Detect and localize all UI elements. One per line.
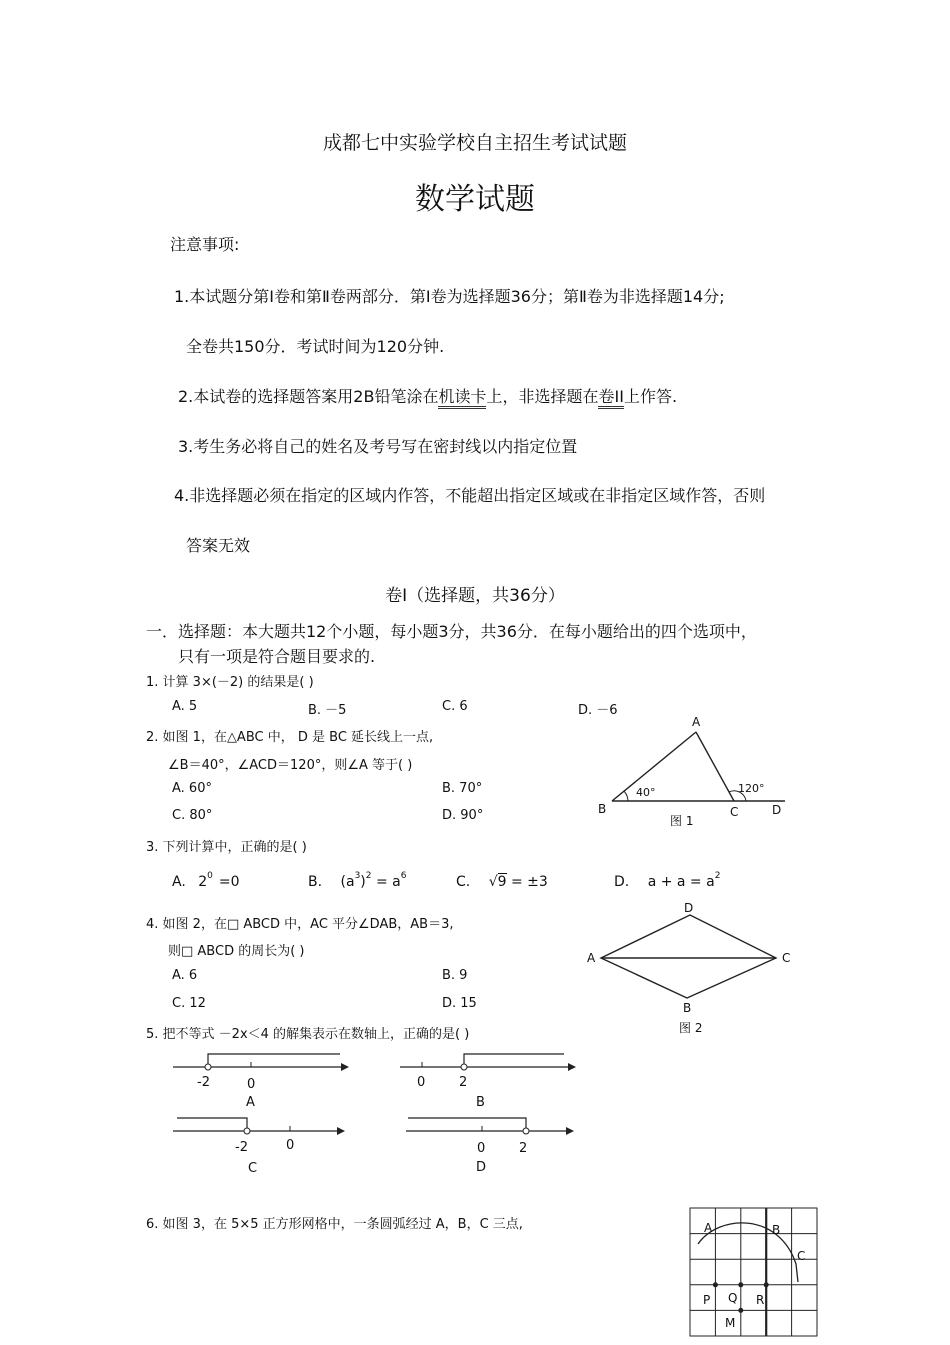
note-1-part-a: 1.本试题分第Ⅰ卷和第Ⅱ卷两部分．第Ⅰ卷为选择题 (174, 287, 511, 306)
solution-ray (177, 1118, 247, 1131)
q3-option-c (456, 874, 548, 890)
answer-card-term: 机读卡 (438, 387, 486, 409)
option-letter: A (246, 1095, 255, 1110)
arrow-icon (337, 1127, 345, 1135)
q1-option-b: B. －5 (308, 703, 347, 718)
q3-b-close: ) (360, 874, 366, 890)
q2-option-c: C. 80° (172, 808, 213, 823)
q3-b-open: (a (340, 874, 355, 890)
fig2-label-b: B (683, 1001, 692, 1015)
q3-a-rest: =0 (218, 874, 240, 890)
q3-b-exp1: 3 (354, 871, 361, 881)
q4-option-d: D. 15 (442, 996, 477, 1011)
section-title: 卷Ⅰ（选择题，共36分） (385, 586, 565, 606)
fig1-angle-b-value: 40° (636, 786, 656, 799)
arrow-icon (341, 1063, 349, 1071)
solution-ray (208, 1054, 340, 1067)
q4-option-b: B. 9 (442, 968, 468, 983)
open-point (205, 1064, 211, 1070)
option-letter: C (248, 1161, 258, 1176)
q3-b-eq: = a (371, 874, 401, 890)
q3-c-radicand: 9 (497, 874, 507, 890)
subject-title: 数学试题 (415, 182, 535, 217)
q6-stem: 6. 如图 3，在 5×5 正方形网格中，一条圆弧经过 A，B，C 三点, (146, 1217, 523, 1232)
q3-a-label: A. (172, 874, 186, 890)
number-line-b (392, 1048, 577, 1113)
q3-option-a (172, 871, 240, 890)
q5-stem: 5. 把不等式 －2x＜4 的解集表示在数轴上，正确的是( ) (146, 1027, 470, 1042)
line-ac (696, 732, 734, 801)
fig1-label-b: B (598, 802, 607, 816)
q3-b-label: B. (308, 874, 323, 890)
figure-3-grid (684, 1204, 824, 1340)
open-point (461, 1064, 467, 1070)
q3-c-rest: = ±3 (506, 874, 548, 890)
note-1-line2: 全卷共150分．考试时间为120分钟. (186, 337, 445, 356)
note-2-part-d: 上，非选择题在 (486, 387, 599, 406)
fig2-label-a: A (587, 951, 596, 965)
q2-stem-line1: 2. 如图 1，在△ABC 中， D 是 BC 延长线上一点, (146, 730, 434, 745)
arrow-icon (566, 1127, 574, 1135)
q1-option-d: D. －6 (578, 703, 618, 718)
q3-a-exponent: 0 (207, 871, 213, 881)
fig3-label-p: P (703, 1293, 711, 1307)
q3-c-label: C. (456, 874, 471, 890)
note-2-part-b: 2B铅笔涂在 (353, 387, 439, 406)
tick-label: 2 (519, 1141, 528, 1156)
point-q (738, 1282, 743, 1287)
note-2 (178, 384, 677, 407)
tick-label: 0 (417, 1075, 426, 1090)
tick-label: 0 (477, 1141, 486, 1156)
solution-ray (408, 1118, 526, 1131)
fig3-label-m: M (725, 1316, 736, 1330)
tick-label: 0 (286, 1138, 295, 1153)
fig2-label-d: D (684, 901, 694, 915)
q3-d-expr: a + a = a (647, 874, 715, 890)
q4-option-c: C. 12 (172, 996, 206, 1011)
parallelogram-abcd (601, 915, 776, 998)
q4-stem-line2: 则□ ABCD 的周长为( ) (168, 944, 305, 959)
fig3-label-c: C (797, 1249, 806, 1263)
figure-1-triangle (590, 712, 790, 832)
q3-a-base: 2 (198, 874, 208, 890)
angle-b-arc (624, 791, 628, 801)
q3-b-exp2: 2 (365, 871, 372, 881)
notes-heading: 注意事项: (170, 235, 240, 254)
point-r (764, 1282, 769, 1287)
q2-option-d: D. 90° (442, 808, 484, 823)
tick-label: -2 (235, 1140, 248, 1155)
note-1-part-b: 36分；第Ⅱ卷为非选择题 (510, 287, 683, 306)
fig3-label-r: R (756, 1293, 765, 1307)
solution-ray (464, 1054, 564, 1067)
q3-option-b (308, 871, 407, 890)
q3-stem: 3. 下列计算中，正确的是( ) (146, 840, 307, 855)
note-1-part-c: 14分; (682, 287, 725, 306)
fig2-label-c: C (782, 951, 791, 965)
fig1-caption: 图 1 (670, 814, 694, 828)
number-line-c (165, 1112, 350, 1178)
fig1-label-a: A (692, 715, 701, 729)
q4-option-a: A. 6 (172, 968, 198, 983)
q3-b-exp3: 6 (400, 871, 407, 881)
note-3: 3.考生务必将自己的姓名及考号写在密封线以内指定位置 (178, 437, 578, 456)
note-1 (174, 284, 725, 307)
option-letter: B (476, 1095, 485, 1110)
section-intro-line2: 只有一项是符合题目要求的. (178, 647, 376, 666)
open-point (244, 1128, 250, 1134)
arrow-icon (568, 1063, 576, 1071)
option-letter: D (476, 1160, 487, 1175)
section-intro-line1: 一．选择题：本大题共12个小题，每小题3分，共36分．在每小题给出的四个选项中， (146, 622, 757, 641)
note-4-line2: 答案无效 (186, 536, 251, 555)
fig1-angle-c-value: 120° (738, 782, 765, 795)
point-p (713, 1282, 718, 1287)
note-2-part-f: 上作答. (623, 387, 678, 406)
paper-ii-term: 卷II (598, 387, 623, 409)
point-m (738, 1308, 743, 1313)
q3-d-exponent: 2 (714, 871, 721, 881)
number-line-d (398, 1112, 583, 1178)
circle-arc (698, 1223, 798, 1282)
fig3-label-b: B (772, 1223, 781, 1237)
figure-2-parallelogram (580, 898, 800, 1038)
exam-school-title: 成都七中实验学校自主招生考试试题 (322, 132, 627, 154)
fig1-label-d: D (772, 803, 782, 817)
tick-label: 0 (247, 1077, 256, 1092)
tick-label: -2 (197, 1075, 210, 1090)
fig1-label-c: C (730, 805, 739, 819)
note-2-part-a: 2.本试卷的选择题答案用 (178, 387, 354, 406)
tick-label: 2 (459, 1075, 468, 1090)
fig3-label-q: Q (728, 1291, 738, 1305)
q3-option-d (614, 871, 721, 890)
q3-d-label: D. (614, 874, 630, 890)
note-4-line1: 4.非选择题必须在指定的区域内作答，不能超出指定区域或在非指定区域作答，否则 (174, 486, 766, 505)
q1-option-a: A. 5 (172, 699, 198, 714)
open-point (523, 1128, 529, 1134)
q1-option-c: C. 6 (442, 699, 468, 714)
q2-option-b: B. 70° (442, 781, 483, 796)
q2-option-a: A. 60° (172, 781, 212, 796)
fig3-label-a: A (704, 1221, 713, 1235)
q4-stem-line1: 4. 如图 2，在□ ABCD 中，AC 平分∠DAB，AB＝3, (146, 917, 454, 932)
q1-stem: 1. 计算 3×(－2) 的结果是( ) (146, 675, 314, 690)
number-line-a (165, 1048, 350, 1113)
fig2-caption: 图 2 (679, 1021, 703, 1035)
q2-stem-line2: ∠B＝40°，∠ACD＝120°，则∠A 等于( ) (168, 758, 413, 773)
sqrt-icon: √ (488, 874, 498, 890)
